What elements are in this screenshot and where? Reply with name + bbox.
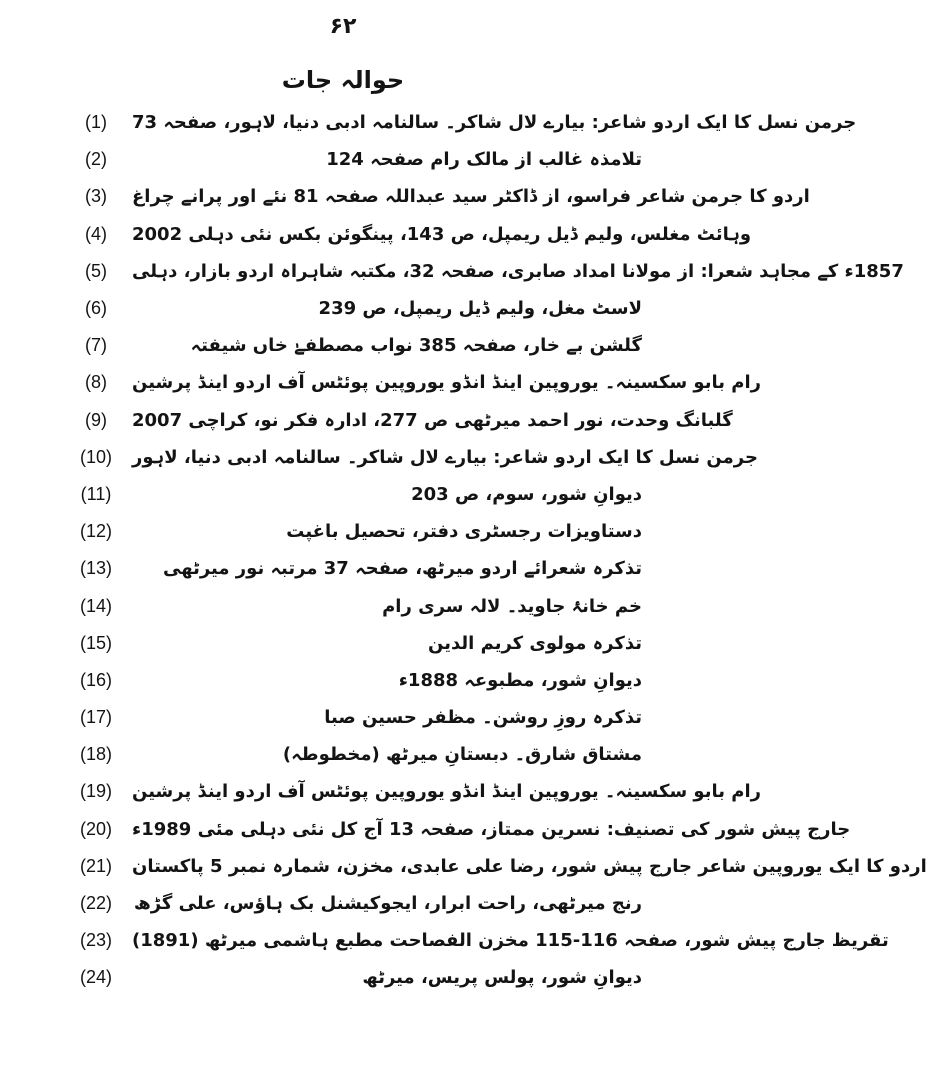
reference-text: اردو کا جرمن شاعر فراسو، از ڈاکٹر سید عبداللہ صفحہ 81 نئے اور پرانے چراغ [132,186,810,208]
reference-text: 1857ء کے مجاہد شعرا: از مولانا امداد صابری، صفحہ 32، مکتبہ شاہراہ اردو بازار، دہلی [132,260,904,282]
reference-text: گلبانگ وحدت، نور احمد میرٹھی ص 277، ادارہ فکر نو، کراچی 2007 [132,409,733,431]
reference-text: تلامذہ غالب از مالک رام صفحہ 124 [326,149,642,171]
reference-number: (21) [79,855,112,876]
reference-number: (24) [79,967,112,988]
reference-text: رام بابو سکسینہ۔ یوروپین اینڈ انڈو یوروپین پوئٹس آف اردو اینڈ پرشین [132,372,761,394]
reference-item [60,402,733,439]
reference-text: دیوانِ شور، پولس پریس، میرٹھ [362,967,642,989]
reference-text: تذکرہ مولوی کریم الدین [428,632,642,654]
reference-text: گلشن بے خار، صفحہ 385 نواب مصطفےٰ خاں شیفتہ [190,335,642,357]
reference-item [60,513,650,550]
reference-number: (10) [79,446,112,467]
reference-text: تقریظ جارج پیش شور، صفحہ 116-115 مخزن الفصاحت مطبع ہاشمی میرٹھ (1891) [132,930,889,952]
reference-number: (15) [79,632,112,653]
reference-item [60,253,904,290]
reference-text: جارج پیش شور کی تصنیف: نسرین ممتاز، صفحہ 13 آج کل نئی دہلی مئی 1989ء [132,818,851,840]
reference-number: (20) [79,818,112,839]
reference-number: (3) [85,186,107,207]
reference-item [60,327,650,364]
reference-list [60,104,927,997]
reference-number: (1) [85,112,107,133]
reference-number: (9) [85,409,107,430]
reference-text: دیوانِ شور، مطبوعہ 1888ء [398,669,642,691]
reference-item [60,885,650,922]
reference-number: (16) [79,669,112,690]
reference-text: لاسٹ مغل، ولیم ڈیل ریمپل، ص 239 [318,298,642,320]
reference-text: اردو کا ایک یوروپین شاعر جارج پیش شور، رضا علی عابدی، مخزن، شمارہ نمبر 5 پاکستان [132,855,927,877]
reference-item [60,773,761,810]
reference-number: (8) [85,372,107,393]
reference-item [60,476,650,513]
reference-item [60,922,889,959]
reference-item [60,364,761,401]
reference-text: وہائٹ مغلس، ولیم ڈیل ریمپل، ص 143، پینگوئن بکس نئی دہلی 2002 [132,223,752,245]
reference-number: (6) [85,298,107,319]
reference-item [60,141,650,178]
reference-item [60,736,650,773]
reference-text: دیوانِ شور، سوم، ص 203 [411,483,642,505]
reference-number: (22) [79,893,112,914]
reference-item [60,625,650,662]
reference-item [60,550,650,587]
reference-number: (17) [79,707,112,728]
reference-number: (19) [79,781,112,802]
reference-item [60,848,927,885]
reference-text: جرمن نسل کا ایک اردو شاعر: بیارے لال شاکر۔ سالنامہ ادبی دنیا، لاہور، صفحہ 73 [132,112,857,134]
reference-item [60,959,650,996]
reference-number: (14) [79,595,112,616]
reference-number: (2) [85,149,107,170]
reference-text: جرمن نسل کا ایک اردو شاعر: بیارے لال شاکر۔ سالنامہ ادبی دنیا، لاہور [132,446,758,468]
reference-text: تذکرہ روزِ روشن۔ مظفر حسین صبا [324,707,642,729]
reference-text: تذکرہ شعرائے اردو میرٹھ، صفحہ 37 مرتبہ نور میرٹھی [163,558,642,580]
reference-item [60,699,650,736]
reference-item [60,662,650,699]
reference-item [60,439,758,476]
reference-number: (5) [85,260,107,281]
page-heading: حوالہ جات [281,66,405,94]
reference-item [60,104,857,141]
reference-item [60,811,851,848]
reference-number: (12) [79,521,112,542]
reference-item [60,178,810,215]
reference-number: (13) [79,558,112,579]
reference-number: (18) [79,744,112,765]
reference-number: (23) [79,930,112,951]
reference-item [60,290,650,327]
reference-text: رام بابو سکسینہ۔ یوروپین اینڈ انڈو یوروپین پوئٹس آف اردو اینڈ پرشین [132,781,761,803]
reference-number: (7) [85,335,107,356]
reference-item [60,216,752,253]
reference-number: (4) [85,223,107,244]
reference-text: خم خانۂ جاوید۔ لالہ سری رام [382,595,642,617]
page-number: ۶۲ [329,14,357,39]
reference-text: رنج میرٹھی، راحت ابرار، ایجوکیشنل بک ہاؤس، علی گڑھ [133,893,642,915]
reference-number: (11) [80,483,112,504]
reference-text: مشتاق شارق۔ دبستانِ میرٹھ (مخطوطہ) [282,744,642,766]
reference-text: دستاویزات رجسٹری دفتر، تحصیل باغپت [286,521,642,543]
reference-item [60,587,650,624]
